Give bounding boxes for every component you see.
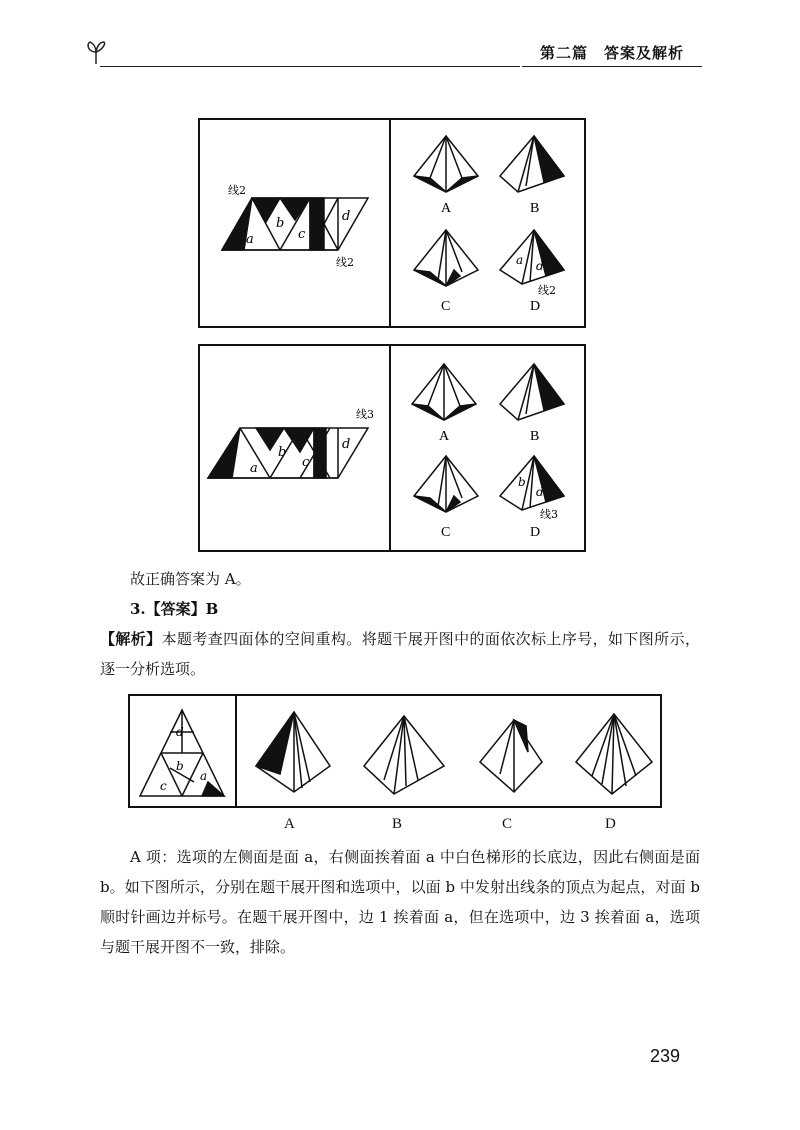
figure-2-net (208, 428, 368, 478)
option-a-analysis: A 项：选项的左侧面是面 a，右侧面挨着面 a 中白色梯形的长底边，因此右侧面是面 b。如下图所示，分别在题干展开图和选项中，以面 b 中发射出线条的顶点为起点，对面 b 顺时针画边并标号。在题干展开图中，边 1 挨着面 a，但在选项中，边 3 挨着面 a，选项与题干展开图不一致，排除。 (100, 848, 700, 956)
fig3-option-a-label: A (284, 816, 295, 832)
header-rule-right (522, 66, 702, 67)
option-b-label: B (530, 201, 540, 216)
figure-2-svg (200, 346, 584, 550)
figure-3 (128, 694, 662, 808)
fig3-option-c-label: C (502, 816, 513, 832)
net2-line-label: 线3 (356, 408, 374, 421)
option-d-label: D (530, 299, 541, 314)
net2-face-b: b (278, 445, 287, 460)
option-a-pyramid (414, 136, 478, 192)
net-face-d: d (342, 209, 351, 224)
option-d-face-d: d (536, 259, 544, 273)
fig3-option-c-pyramid (480, 720, 542, 792)
answer-line (130, 594, 700, 624)
option-c-pyramid (414, 230, 478, 286)
page-number: 239 (650, 1046, 681, 1066)
fig2-option-b-pyramid (500, 364, 564, 420)
fig3-option-a-pyramid (256, 712, 330, 792)
option-a-label: A (441, 201, 452, 216)
net-face-a: a (246, 232, 254, 247)
figure-1 (198, 118, 586, 328)
net-face-b: b (276, 216, 285, 231)
analysis-tag: 【解析】 (100, 630, 162, 648)
option-c-label: C (441, 299, 451, 314)
option-d-face-a: a (516, 253, 524, 267)
fig2-option-a-label: A (439, 429, 450, 444)
answer-value: B (205, 600, 219, 618)
figure-2 (198, 344, 586, 552)
fig2-option-d-label: D (530, 525, 541, 540)
fig3-option-d-pyramid (576, 714, 652, 794)
net-line-top-label: 线2 (228, 184, 246, 197)
page-header-title: 第二篇 答案及解析 (540, 44, 685, 62)
conclusion-text: 故正确答案为 A。 (130, 570, 251, 588)
net2-face-c: c (302, 455, 310, 470)
figure-1-svg (200, 120, 584, 326)
fig2-option-b-label: B (530, 429, 540, 444)
fig3-net-face-b: b (176, 759, 184, 773)
fig3-net-face-d: d (176, 725, 184, 739)
fig3-option-b-pyramid (364, 716, 444, 794)
fig2-option-d-line-label: 线3 (540, 508, 558, 521)
fig3-net-face-c: c (160, 779, 167, 793)
fig2-option-a-pyramid (412, 364, 476, 420)
figure-3-net (140, 710, 224, 796)
option-b-pyramid (500, 136, 564, 192)
fig2-option-d-pyramid (500, 456, 564, 510)
net-line-bottom-label: 线2 (336, 256, 354, 269)
fig2-option-c-pyramid (414, 456, 478, 512)
option-d-pyramid (500, 230, 564, 284)
fig2-option-d-face-b: b (518, 475, 526, 489)
net-face-c: c (298, 227, 306, 242)
analysis-body: 本题考查四面体的空间重构。将题干展开图中的面依次标上序号，如下图所示，逐一分析选项。 (100, 630, 700, 678)
fig3-option-d-label: D (605, 816, 616, 832)
figure-3-svg (130, 696, 660, 806)
answer-prefix: 3.【答案】 (130, 600, 206, 618)
figure-1-net (222, 198, 368, 250)
analysis-paragraph (100, 624, 700, 684)
fig3-net-face-a: a (200, 769, 208, 783)
header-rule (100, 66, 520, 67)
option-d-line-label: 线2 (538, 284, 556, 297)
sprout-icon (82, 38, 112, 68)
fig3-option-b-label: B (392, 816, 403, 832)
fig2-option-c-label: C (441, 525, 451, 540)
fig2-option-d-face-d: d (536, 485, 544, 499)
net2-face-d: d (342, 437, 351, 452)
net2-face-a: a (250, 461, 258, 476)
